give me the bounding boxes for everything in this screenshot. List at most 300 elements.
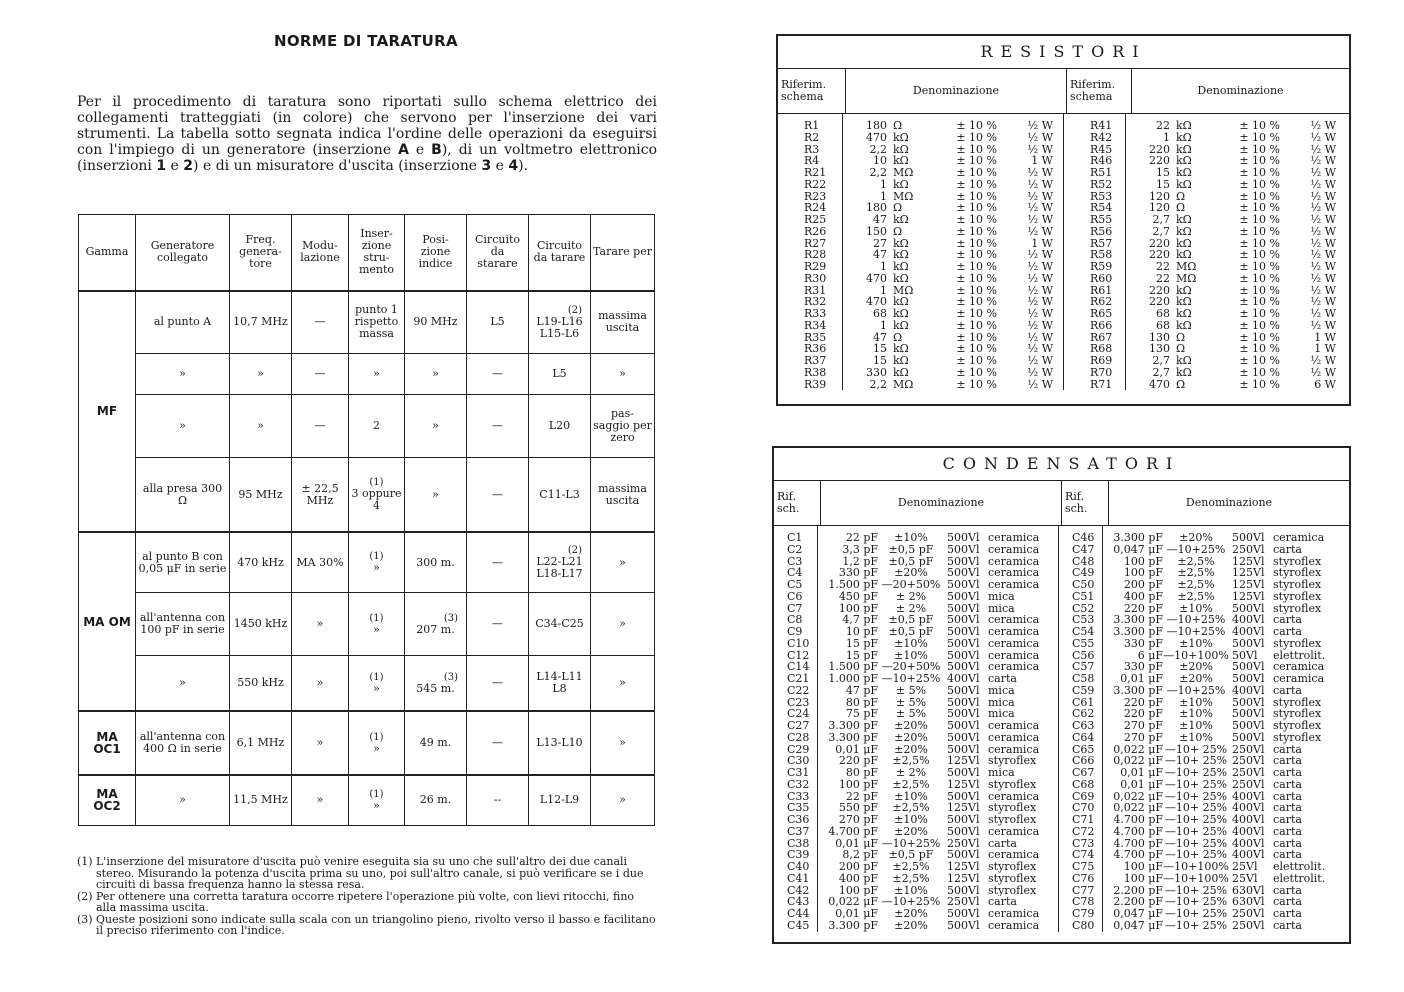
- resistor-w: ½ W: [1027, 190, 1053, 203]
- ref-cell: [1064, 155, 1125, 167]
- ref-cell: [1064, 261, 1125, 273]
- condensatori-rif-header-right: Rif. sch.: [1062, 481, 1109, 525]
- capacitor-tol: ± 2%: [895, 590, 927, 603]
- capacitor-row: [1103, 556, 1349, 568]
- resistor-w: ½ W: [1027, 308, 1053, 320]
- capacitor-v: 250Vl: [1232, 543, 1265, 556]
- capacitor-ref: C37: [787, 825, 810, 838]
- resistor-unit: Ω: [1176, 190, 1186, 203]
- resistor-tol: ± 10 %: [956, 366, 997, 379]
- cell-ins: [349, 593, 405, 656]
- cell-per: [591, 353, 655, 394]
- resistor-val: 68: [873, 308, 887, 320]
- resistor-tol: ± 10 %: [956, 178, 997, 191]
- cell-value: 207 m.: [416, 622, 455, 636]
- cell-value: »: [619, 555, 626, 569]
- cell-value: 300 m.: [416, 555, 455, 569]
- ref-cell: [774, 838, 817, 850]
- resistor-val: 1: [880, 261, 887, 273]
- capacitor-type: carta: [1273, 626, 1302, 638]
- capacitor-type: carta: [1273, 814, 1302, 826]
- cell-value: »: [316, 676, 324, 690]
- capacitor-row: [818, 544, 1058, 556]
- capacitor-type: styroflex: [988, 755, 1037, 767]
- resistor-unit: kΩ: [1176, 284, 1192, 297]
- resistor-row: [1126, 285, 1349, 297]
- resistor-row: [1126, 167, 1349, 179]
- resistor-val: 180: [866, 202, 887, 214]
- capacitor-tol: ±20%: [894, 743, 928, 756]
- ref-cell: [778, 343, 842, 355]
- resistor-val: 15: [1156, 178, 1170, 191]
- ref-cell: [1059, 685, 1102, 697]
- capacitor-tol: ±2,5%: [892, 802, 930, 814]
- resistor-unit: kΩ: [1176, 355, 1192, 367]
- resistor-tol: ± 10 %: [956, 249, 997, 261]
- capacitor-val: 3.300 pF: [828, 919, 878, 932]
- cell-pos: [405, 457, 467, 532]
- resistor-row: [843, 179, 1063, 191]
- capacitor-type: carta: [1273, 802, 1302, 814]
- resistor-w: 1 W: [1031, 155, 1053, 167]
- resistor-tol: ± 10 %: [1239, 155, 1280, 167]
- capacitor-row: [1103, 579, 1349, 591]
- capacitor-ref: C50: [1072, 579, 1095, 591]
- capacitor-type: ceramica: [988, 720, 1040, 732]
- resistor-w: ½ W: [1310, 284, 1336, 297]
- taratura-row: [79, 711, 655, 775]
- capacitor-val: 100 pF: [838, 602, 878, 615]
- resistor-w: ½ W: [1310, 143, 1336, 156]
- capacitor-row: [818, 814, 1058, 826]
- resistor-ref: R61: [1090, 284, 1113, 297]
- resistor-val: 120: [1149, 190, 1170, 203]
- cell-generatore: [136, 593, 230, 656]
- cell-value: »: [373, 681, 380, 695]
- resistor-tol: ± 10 %: [956, 272, 997, 285]
- resistor-ref: R33: [804, 308, 827, 320]
- capacitor-ref: C79: [1072, 908, 1095, 920]
- resistor-unit: kΩ: [1176, 214, 1192, 226]
- resistor-row: [1126, 132, 1349, 144]
- resistor-row: [843, 238, 1063, 250]
- cell-value: 49 m.: [419, 736, 452, 750]
- ref-cell: [1059, 638, 1102, 650]
- capacitor-v: 400Vl: [1232, 849, 1265, 861]
- ref-cell: [778, 249, 842, 261]
- resistor-w: 6 W: [1314, 378, 1336, 391]
- capacitor-row: [818, 579, 1058, 591]
- cell-value: »: [619, 366, 626, 380]
- resistor-val: 470: [866, 131, 887, 144]
- capacitor-type: ceramica: [988, 614, 1040, 626]
- cell-value: L5: [552, 366, 567, 380]
- cell-generatore: [136, 656, 230, 712]
- cell-value: L19-L16 L15-L6: [536, 314, 583, 340]
- resistor-w: 1 W: [1314, 343, 1336, 355]
- capacitor-tol: ±10%: [894, 637, 928, 650]
- cell-freq: [230, 656, 292, 712]
- capacitor-val: 100 pF: [1123, 555, 1163, 568]
- capacitor-v: 500Vl: [947, 649, 980, 662]
- capacitor-tol: ±20%: [894, 720, 928, 732]
- resistor-val: 330: [866, 366, 887, 379]
- capacitor-type: carta: [1273, 919, 1302, 932]
- cell-mod: [292, 532, 349, 593]
- cell-value: »: [179, 793, 186, 807]
- capacitor-ref: C29: [787, 743, 810, 756]
- capacitor-row: [1103, 567, 1349, 579]
- capacitor-type: carta: [1273, 614, 1302, 626]
- cell-value: —: [492, 419, 503, 432]
- capacitor-val: 0,01 μF: [835, 743, 878, 756]
- resistor-w: ½ W: [1310, 319, 1336, 332]
- capacitor-val: 220 pF: [1123, 602, 1163, 615]
- capacitor-val: 0,022 μF: [1113, 790, 1163, 803]
- cell-value: all'antenna con 100 pF in serie: [139, 611, 226, 637]
- resistor-row: [1126, 308, 1349, 320]
- resistor-unit: kΩ: [1176, 237, 1192, 250]
- capacitor-v: 125Vl: [947, 872, 980, 885]
- capacitor-type: carta: [1273, 767, 1302, 779]
- capacitor-row: [1103, 767, 1349, 779]
- capacitor-ref: C75: [1072, 861, 1095, 873]
- resistor-tol: ± 10 %: [1239, 366, 1280, 379]
- cell-value: 26 m.: [419, 793, 452, 807]
- cell-value: massima uscita: [598, 309, 647, 335]
- cell-freq: [230, 291, 292, 354]
- ref-cell: [1059, 567, 1102, 579]
- capacitor-row: [1103, 638, 1349, 650]
- resistor-tol: ± 10 %: [1239, 319, 1280, 332]
- resistori-right-refs: [1064, 114, 1126, 390]
- capacitor-v: 500Vl: [1232, 731, 1265, 744]
- ref-cell: [1059, 603, 1102, 615]
- ref-cell: [774, 556, 817, 568]
- ref-cell: [1059, 908, 1102, 920]
- capacitor-val: 80 pF: [845, 767, 878, 779]
- cell-generatore: [136, 532, 230, 593]
- cell-tarare: [529, 775, 591, 826]
- resistor-ref: R36: [804, 343, 827, 355]
- ref-cell: [1059, 767, 1102, 779]
- resistor-w: ½ W: [1027, 120, 1053, 132]
- taratura-col-header: Freq. genera- tore: [230, 215, 292, 291]
- resistor-val: 130: [1149, 343, 1170, 355]
- cell-value: »: [373, 366, 380, 380]
- capacitor-val: 4,7 pF: [842, 614, 878, 626]
- capacitor-v: 250Vl: [1232, 919, 1265, 932]
- capacitor-ref: C27: [787, 720, 810, 732]
- resistor-unit: kΩ: [1176, 225, 1192, 238]
- footnote-ref: (2): [567, 304, 582, 316]
- cell-value: 545 m.: [416, 681, 455, 695]
- capacitor-v: 25Vl: [1232, 861, 1258, 873]
- resistor-w: ½ W: [1027, 214, 1053, 226]
- capacitor-type: styroflex: [1273, 579, 1322, 591]
- resistor-unit: kΩ: [893, 249, 909, 261]
- ref-cell: [1059, 591, 1102, 603]
- capacitor-tol: ± 2%: [895, 767, 927, 779]
- resistor-ref: R65: [1090, 308, 1113, 320]
- capacitor-tol: ±20%: [894, 908, 928, 920]
- resistor-row: [843, 226, 1063, 238]
- capacitor-val: 270 pF: [1123, 720, 1163, 732]
- resistor-tol: ± 10 %: [956, 155, 997, 167]
- ref-cell: [1059, 755, 1102, 767]
- intro-text-6: e: [491, 158, 509, 174]
- cell-value: »: [257, 366, 264, 380]
- capacitor-v: 250Vl: [1232, 743, 1265, 756]
- resistori-left-refs: [778, 114, 843, 390]
- capacitor-ref: C12: [787, 649, 810, 662]
- cell-value: 470 kHz: [237, 555, 284, 569]
- ref-cell: [1059, 849, 1102, 861]
- resistor-val: 150: [866, 225, 887, 238]
- capacitor-val: 330 pF: [838, 567, 878, 579]
- capacitor-row: [1103, 885, 1349, 897]
- capacitor-val: 4.700 pF: [1113, 837, 1163, 850]
- capacitor-ref: C8: [787, 614, 803, 626]
- capacitor-tol: ±10%: [1179, 708, 1213, 720]
- capacitor-ref: C39: [787, 849, 810, 861]
- capacitor-v: 250Vl: [1232, 908, 1265, 920]
- resistor-tol: ± 10 %: [1239, 308, 1280, 320]
- ref-cell: [1059, 838, 1102, 850]
- gamma-cell: MF: [79, 291, 136, 533]
- resistor-unit: kΩ: [1176, 143, 1192, 156]
- taratura-col-header: Tarare per: [591, 215, 655, 291]
- ref-cell: [778, 120, 842, 132]
- capacitor-val: 22 pF: [845, 790, 878, 803]
- capacitor-ref: C67: [1072, 767, 1095, 779]
- resistor-ref: R38: [804, 366, 827, 379]
- capacitor-ref: C2: [787, 543, 803, 556]
- resistor-row: [843, 155, 1063, 167]
- cell-value: 95 MHz: [238, 487, 283, 501]
- intro-text-1: Per il procedimento di taratura sono riportati sullo schema elettrico dei collegamenti tratteggiati (in colore) che servono per l'inserzione dei vari strumenti. La tabella sotto segnata indica l'ordine delle operazioni da eseguirsi con l'impiego di un generatore (inserzione: [77, 94, 657, 158]
- ref-cell: [778, 355, 842, 367]
- capacitor-row: [818, 767, 1058, 779]
- ref-cell: [1064, 132, 1125, 144]
- capacitor-row: [818, 908, 1058, 920]
- taratura-col-header: Circuito da tarare: [529, 215, 591, 291]
- resistor-val: 130: [1149, 331, 1170, 344]
- capacitor-val: 100 μF: [1123, 872, 1163, 885]
- capacitor-v: 250Vl: [1232, 767, 1265, 779]
- resistor-tol: ± 10 %: [956, 202, 997, 214]
- resistor-w: ½ W: [1310, 131, 1336, 144]
- capacitor-type: ceramica: [988, 649, 1040, 662]
- capacitor-ref: C6: [787, 590, 803, 603]
- footnote: [77, 914, 657, 937]
- capacitor-ref: C47: [1072, 543, 1095, 556]
- cell-value: »: [179, 366, 186, 380]
- resistor-row: [843, 144, 1063, 156]
- cell-value: 550 kHz: [237, 676, 284, 690]
- resistor-val: 220: [1149, 296, 1170, 308]
- resistor-tol: ± 10 %: [1239, 214, 1280, 226]
- capacitor-row: [818, 661, 1058, 673]
- cell-ins: [349, 395, 405, 458]
- capacitor-row: [1103, 626, 1349, 638]
- taratura-col-header: Gamma: [79, 215, 136, 291]
- resistor-w: ½ W: [1027, 355, 1053, 367]
- ref-cell: [778, 367, 842, 379]
- capacitor-ref: C61: [1072, 696, 1095, 709]
- capacitor-val: 15 pF: [845, 649, 878, 662]
- capacitor-tol: —10+100%: [1163, 872, 1229, 885]
- capacitor-type: ceramica: [988, 849, 1040, 861]
- capacitor-ref: C63: [1072, 720, 1095, 732]
- ref-cell: [1064, 320, 1125, 332]
- footnote-text: Queste posizioni sono indicate sulla scala con un triangolino pieno, rivolto verso il basso e facilitano il preciso riferimento con l'indice.: [96, 912, 656, 937]
- resistor-ref: R28: [804, 249, 827, 261]
- resistor-unit: Ω: [893, 120, 903, 132]
- resistor-tol: ± 10 %: [1239, 378, 1280, 391]
- capacitor-v: 500Vl: [947, 814, 980, 826]
- capacitor-row: [1103, 708, 1349, 720]
- cell-value: —: [314, 419, 326, 432]
- footnote-number: (2): [77, 889, 93, 903]
- ref-cell: [774, 849, 817, 861]
- capacitor-tol: —20+50%: [881, 661, 941, 673]
- resistori-den-header-left: Denominazione: [846, 69, 1067, 113]
- ref-cell: [774, 638, 817, 650]
- resistor-unit: kΩ: [893, 214, 909, 226]
- capacitor-tol: ± 2%: [895, 602, 927, 615]
- resistor-unit: kΩ: [893, 355, 909, 367]
- capacitor-row: [1103, 661, 1349, 673]
- taratura-col-header: Circuito da starare: [467, 215, 529, 291]
- capacitor-tol: —10+ 25%: [1164, 814, 1228, 826]
- resistor-w: 1 W: [1314, 331, 1336, 344]
- ref-cell: [774, 532, 817, 544]
- resistor-val: 27: [873, 237, 887, 250]
- cell-starare: [467, 775, 529, 826]
- capacitor-tol: —10+ 25%: [1164, 802, 1228, 814]
- capacitor-v: 500Vl: [947, 567, 980, 579]
- capacitor-row: [1103, 673, 1349, 685]
- resistor-ref: R46: [1090, 155, 1113, 167]
- capacitor-ref: C59: [1072, 684, 1095, 697]
- capacitor-ref: C77: [1072, 884, 1095, 897]
- resistori-den-header-right: Denominazione: [1197, 84, 1284, 97]
- resistor-w: ½ W: [1310, 261, 1336, 273]
- cell-freq: [230, 395, 292, 458]
- taratura-row: [79, 593, 655, 656]
- capacitor-type: carta: [1273, 778, 1302, 791]
- ref-cell: [1059, 896, 1102, 908]
- capacitor-row: [818, 920, 1058, 932]
- capacitor-row: [818, 556, 1058, 568]
- capacitor-type: styroflex: [1273, 555, 1322, 568]
- resistor-tol: ± 10 %: [1239, 202, 1280, 214]
- ref-cell: [774, 896, 817, 908]
- resistor-ref: R67: [1090, 331, 1113, 344]
- cell-value: 3 oppure 4: [351, 487, 402, 513]
- capacitor-tol: —10+ 25%: [1164, 790, 1228, 803]
- cell-value: »: [432, 419, 439, 432]
- capacitor-tol: —10+ 25%: [1164, 837, 1228, 850]
- resistor-ref: R26: [804, 225, 827, 238]
- capacitor-val: 330 pF: [1123, 637, 1163, 650]
- capacitor-row: [1103, 532, 1349, 544]
- capacitor-tol: ±0,5 pF: [888, 555, 934, 568]
- ref-cell: [774, 544, 817, 556]
- capacitor-val: 0,047 μF: [1113, 919, 1163, 932]
- resistor-ref: R62: [1090, 296, 1113, 308]
- resistor-tol: ± 10 %: [1239, 143, 1280, 156]
- resistor-row: [1126, 202, 1349, 214]
- capacitor-ref: C40: [787, 861, 810, 873]
- capacitor-val: 270 pF: [838, 814, 878, 826]
- capacitor-v: 500Vl: [947, 555, 980, 568]
- ref-cell: [1059, 626, 1102, 638]
- capacitor-row: [1103, 732, 1349, 744]
- ref-cell: [774, 661, 817, 673]
- capacitor-ref: C38: [787, 837, 810, 850]
- ref-cell: [1059, 861, 1102, 873]
- ref-cell: [1064, 191, 1125, 203]
- capacitor-ref: C55: [1072, 637, 1095, 650]
- intro-paragraph: [77, 94, 657, 174]
- resistor-tol: ± 10 %: [956, 296, 997, 308]
- capacitor-ref: C74: [1072, 849, 1095, 861]
- resistor-unit: kΩ: [893, 319, 909, 332]
- capacitor-type: styroflex: [1273, 637, 1322, 650]
- cell-value: MA 30%: [296, 555, 344, 569]
- resistor-w: ½ W: [1310, 237, 1336, 250]
- cell-value: »: [179, 419, 186, 432]
- capacitor-val: 100 pF: [838, 884, 878, 897]
- capacitor-ref: C33: [787, 790, 810, 803]
- resistor-unit: kΩ: [893, 296, 909, 308]
- ref-cell: [1064, 249, 1125, 261]
- resistor-row: [843, 367, 1063, 379]
- capacitor-tol: ±10%: [894, 790, 928, 803]
- ref-cell: [1064, 238, 1125, 250]
- resistor-unit: kΩ: [1176, 167, 1192, 179]
- resistor-ref: R51: [1090, 167, 1113, 179]
- resistor-w: ½ W: [1027, 167, 1053, 179]
- capacitor-type: styroflex: [1273, 567, 1322, 579]
- cell-starare: [467, 656, 529, 712]
- cell-value: »: [432, 366, 439, 380]
- ref-cell: [774, 767, 817, 779]
- resistor-row: [843, 191, 1063, 203]
- resistor-ref: R70: [1090, 366, 1113, 379]
- capacitor-row: [818, 779, 1058, 791]
- capacitor-row: [818, 849, 1058, 861]
- capacitor-val: 220 pF: [1123, 696, 1163, 709]
- resistor-ref: R35: [804, 331, 827, 344]
- capacitor-tol: ±20%: [894, 731, 928, 744]
- cell-value: »: [316, 793, 324, 807]
- taratura-row: [79, 457, 655, 532]
- ref-cell: [1064, 285, 1125, 297]
- capacitor-v: 500Vl: [947, 590, 980, 603]
- cell-value: 6,1 MHz: [236, 736, 285, 750]
- resistor-w: ½ W: [1310, 296, 1336, 308]
- capacitor-tol: ±2,5%: [1177, 567, 1215, 579]
- capacitor-ref: C36: [787, 814, 810, 826]
- capacitor-ref: C52: [1072, 602, 1095, 615]
- cell-generatore: [136, 711, 230, 775]
- capacitor-type: carta: [1273, 884, 1302, 897]
- capacitor-row: [1103, 791, 1349, 803]
- capacitor-tol: ±20%: [894, 567, 928, 579]
